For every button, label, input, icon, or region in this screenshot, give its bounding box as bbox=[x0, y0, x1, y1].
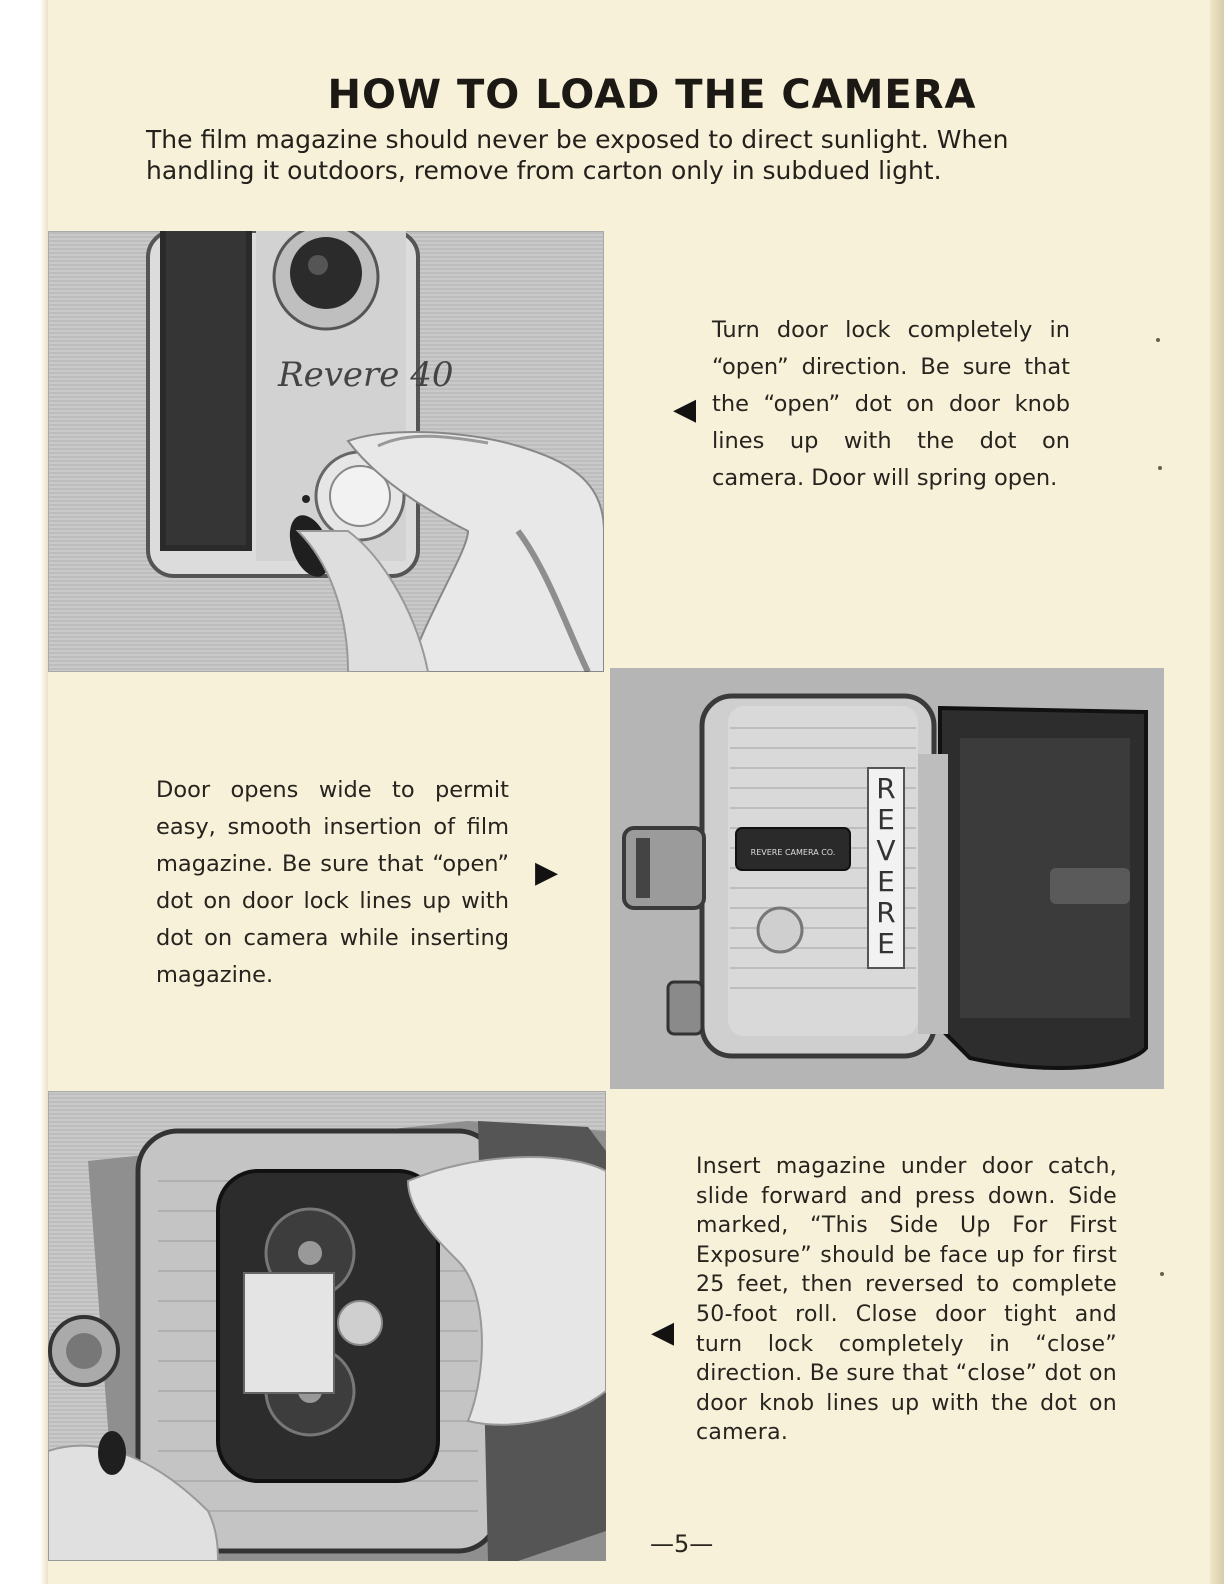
step-2-text: Door opens wide to permit easy, smooth insertion of film magazine. Be sure that “open” dot on door lock lines up with dot on camera while inserting magazine. bbox=[156, 777, 509, 988]
page-title: HOW TO LOAD THE CAMERA bbox=[327, 72, 977, 118]
paper-speck bbox=[1158, 466, 1162, 470]
paper-speck bbox=[1160, 1272, 1164, 1276]
camera-insert-magazine-illustration bbox=[48, 1091, 606, 1561]
revere-vertical-text: R E V E R E bbox=[876, 772, 896, 960]
step-1-text: Turn door lock completely in “open” direction. Be sure that the “open” dot on door knob lines up with the dot on camera. Door will spring open. bbox=[712, 317, 1070, 491]
camera-open-door-illustration bbox=[610, 668, 1164, 1089]
right-arrow-icon: ▶ bbox=[535, 855, 559, 890]
photo-insert-magazine bbox=[48, 1091, 606, 1561]
left-arrow-icon: ◀ bbox=[673, 392, 697, 427]
name-plate-text: REVERE CAMERA CO. bbox=[750, 848, 836, 857]
left-arrow-icon: ◀ bbox=[651, 1315, 675, 1350]
page-number: —5— bbox=[650, 1530, 714, 1558]
page-spine-right bbox=[1210, 0, 1224, 1584]
photo-door-lock bbox=[48, 231, 604, 672]
camera-door-lock-illustration bbox=[48, 231, 604, 672]
paper-speck bbox=[1156, 338, 1160, 342]
step-3-text: Insert magazine under door catch, slide forward and press down. Side marked, “This Side Up For First Exposure” should be face up for first 25 feet, then reversed to complete 50-foot roll. Close door tight and turn lock completely in “close” direction. Be sure that “close” dot on door knob lines up with the dot on camera. bbox=[696, 1154, 1117, 1446]
page-spine-left bbox=[0, 0, 48, 1584]
photo-open-door bbox=[610, 668, 1164, 1089]
intro-paragraph: The film magazine should never be exposed to direct sunlight. When handling it outdoors, remove from carton only in subdued light. bbox=[146, 125, 1009, 185]
revere-logo-text: Revere 40 bbox=[278, 355, 454, 395]
